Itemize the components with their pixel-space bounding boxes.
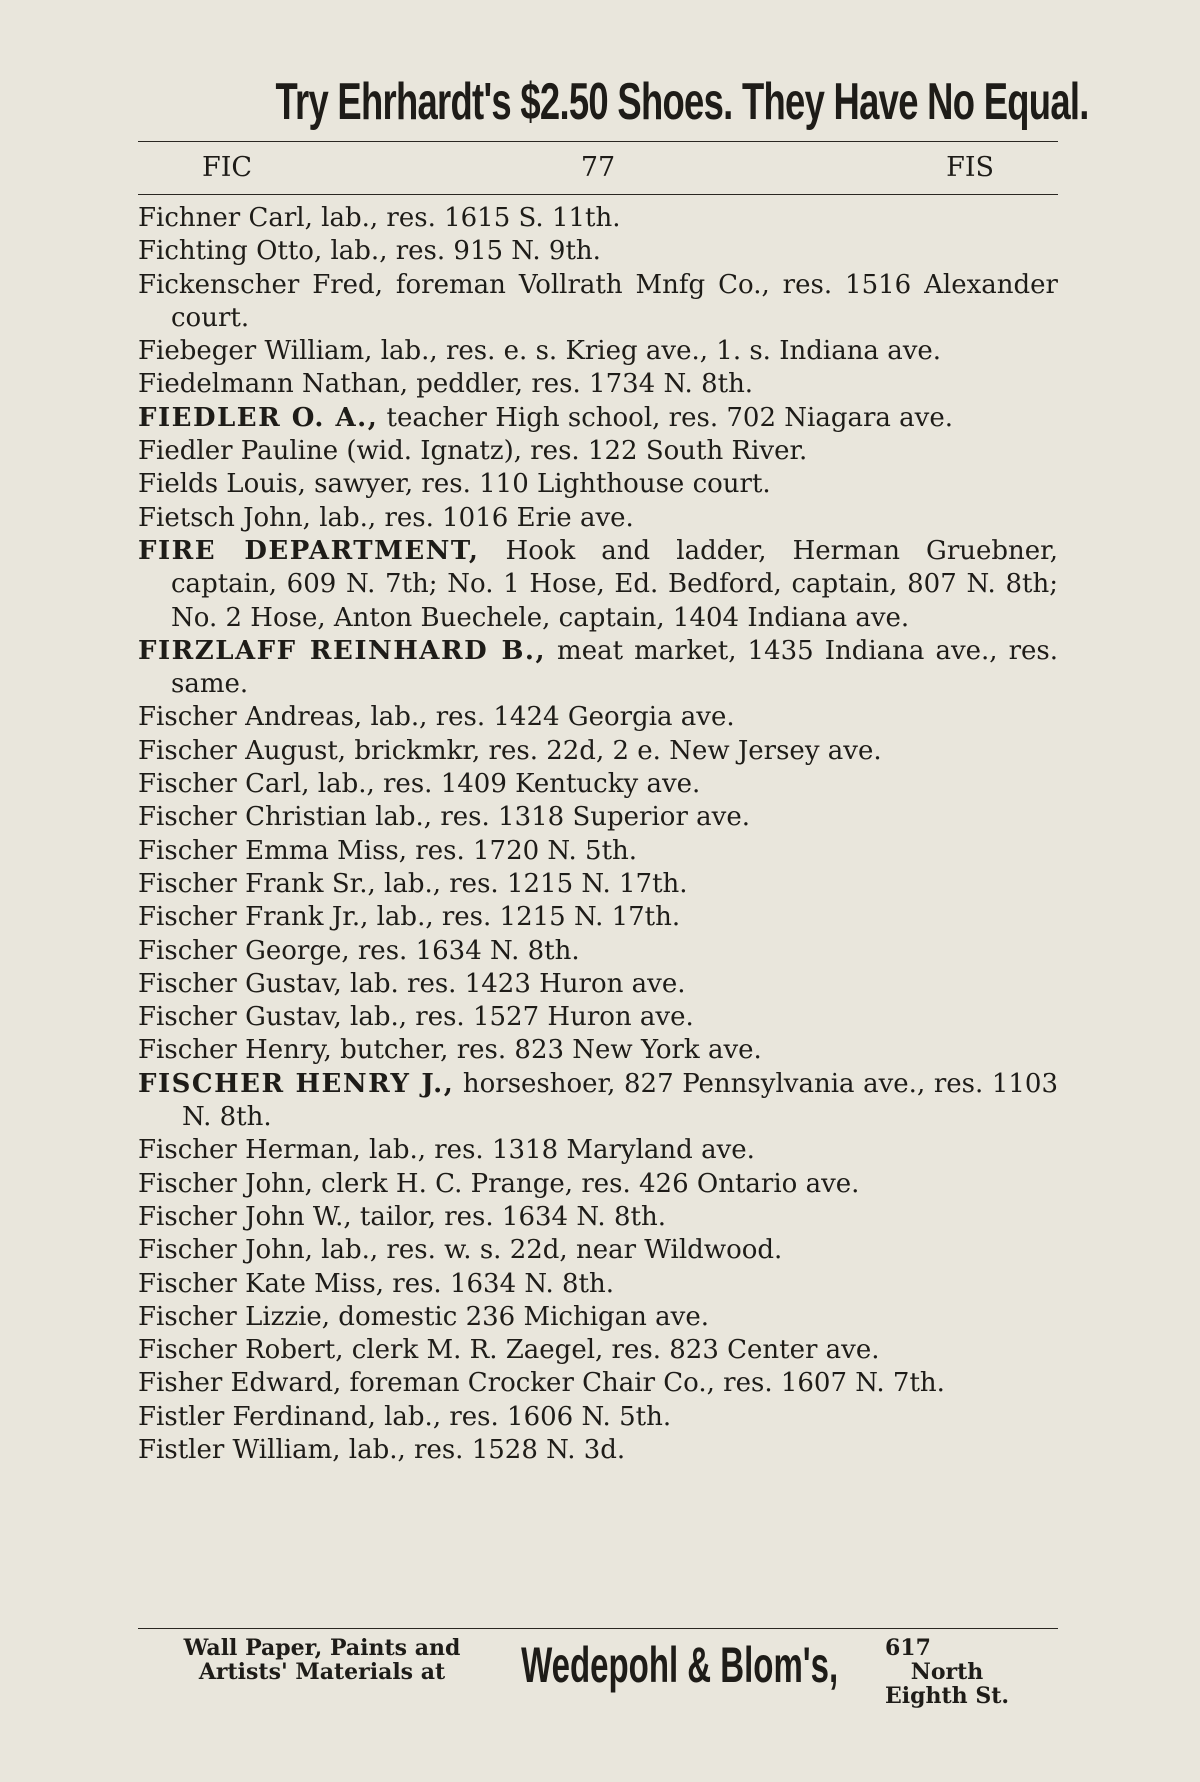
entry-text: Fisher Edward, foreman Crocker Chair Co., res. 1607 N. 7th. xyxy=(138,1368,945,1399)
entry-text: horseshoer, 827 Pennsylvania ave., res. 1103 N. 8th. xyxy=(182,1068,1059,1133)
directory-entry xyxy=(138,1034,1058,1067)
directory-entry xyxy=(138,1068,1058,1135)
entry-text: Fichner Carl, lab., res. 1615 S. 11th. xyxy=(138,203,621,233)
entry-text: Fischer Frank Sr., lab., res. 1215 N. 17th. xyxy=(138,868,688,899)
directory-entry xyxy=(138,1134,1058,1167)
entry-text: Fischer Robert, clerk M. R. Zaegel, res. 823 Center ave. xyxy=(138,1335,880,1366)
entry-text: Fischer Gustav, lab. res. 1423 Huron ave. xyxy=(138,968,686,999)
directory-entry xyxy=(138,801,1058,834)
entry-text: Fischer Herman, lab., res. 1318 Maryland ave. xyxy=(138,1135,755,1166)
entry-text: Fischer Christian lab., res. 1318 Superior ave. xyxy=(138,802,750,833)
directory-entry xyxy=(138,935,1058,968)
directory-entry xyxy=(138,701,1058,734)
directory-entry xyxy=(138,402,1058,435)
left-guide-word: FIC xyxy=(202,152,253,183)
directory-entry xyxy=(138,535,1058,635)
directory-entry xyxy=(138,435,1058,468)
entry-text: Fischer John W., tailor, res. 1634 N. 8th. xyxy=(138,1201,666,1232)
directory-entry xyxy=(138,968,1058,1001)
directory-entry xyxy=(138,1401,1058,1434)
directory-entry xyxy=(138,202,1058,235)
running-head xyxy=(138,148,1058,188)
directory-entry xyxy=(138,835,1058,868)
entry-text: Fischer Henry, butcher, res. 823 New York ave. xyxy=(138,1035,762,1066)
bottom-advertisement xyxy=(130,1635,1060,1709)
directory-entry xyxy=(138,868,1058,901)
entry-text: Fischer August, brickmkr, res. 22d, 2 e. New Jersey ave. xyxy=(138,735,882,766)
header-rule-top xyxy=(138,141,1058,142)
entry-bold-name: FIEDLER O. A., xyxy=(138,402,379,433)
top-advertisement: Try Ehrhardt's $2.50 Shoes. They Have No Equal. xyxy=(275,73,1089,131)
entry-bold-name: FIRZLAFF REINHARD B., xyxy=(138,635,547,666)
footer-address-words xyxy=(885,1660,1009,1708)
entry-text: Fischer John, lab., res. w. s. 22d, near Wildwood. xyxy=(138,1235,783,1266)
directory-entry xyxy=(138,768,1058,801)
page-number: 77 xyxy=(580,152,616,183)
directory-entry xyxy=(138,1268,1058,1301)
header-rule-bottom xyxy=(138,194,1058,195)
entry-text: Fietsch John, lab., res. 1016 Erie ave. xyxy=(138,502,634,533)
entry-text: Fiedelmann Nathan, peddler, res. 1734 N. 8th. xyxy=(138,369,754,400)
entry-text: meat market, 1435 Indiana ave., res. same. xyxy=(171,635,1059,700)
directory-entry xyxy=(138,635,1058,702)
directory-entry xyxy=(138,502,1058,535)
directory-entry xyxy=(138,1201,1058,1234)
directory-entry xyxy=(138,1301,1058,1334)
entry-text: Fields Louis, sawyer, res. 110 Lighthouse court. xyxy=(138,469,771,500)
footer-left-line-1: Wall Paper, Paints and xyxy=(183,1635,461,1661)
entry-text: Fischer George, res. 1634 N. 8th. xyxy=(138,935,580,966)
directory-entry xyxy=(138,335,1058,368)
directory-entry xyxy=(138,1001,1058,1034)
directory-entry xyxy=(138,1168,1058,1201)
entry-text: Hook and ladder, Herman Gruebner, captain, 609 N. 7th; No. 1 Hose, Ed. Bedford, captain, 807 N. 8th; No. 2 Hose, Anton Buechele, captain, 1404 Indiana ave. xyxy=(171,535,1058,633)
footer-brand-name: Wedepohl & Blom's, xyxy=(521,1637,839,1693)
directory-entry xyxy=(138,235,1058,268)
directory-entries xyxy=(138,202,1058,1467)
directory-entry xyxy=(138,1367,1058,1400)
entry-text: Fischer Kate Miss, res. 1634 N. 8th. xyxy=(138,1268,614,1299)
footer-left-line-2: Artists' Materials at xyxy=(198,1659,446,1685)
entry-text: Fischer Emma Miss, res. 1720 N. 5th. xyxy=(138,835,638,866)
entry-text: Fistler William, lab., res. 1528 N. 3d. xyxy=(138,1434,626,1465)
entry-text: Fischer Lizzie, domestic 236 Michigan ave. xyxy=(138,1301,710,1332)
directory-entry xyxy=(138,1434,1058,1467)
footer-address-line-2: Eighth St. xyxy=(885,1683,1010,1709)
entry-text: Fischer Gustav, lab., res. 1527 Huron ave. xyxy=(138,1002,694,1033)
directory-entry xyxy=(138,901,1058,934)
entry-text: Fischer Carl, lab., res. 1409 Kentucky ave. xyxy=(138,769,701,800)
entry-text: Fichting Otto, lab., res. 915 N. 9th. xyxy=(138,236,601,267)
entry-text: Fischer Frank Jr., lab., res. 1215 N. 17th. xyxy=(138,902,681,933)
directory-entry xyxy=(138,1234,1058,1267)
entry-bold-name: FIRE DEPARTMENT, xyxy=(138,535,480,566)
entry-bold-name: FISCHER HENRY J., xyxy=(138,1068,455,1099)
right-guide-word: FIS xyxy=(946,152,994,183)
footer-address-line-1: North xyxy=(910,1659,984,1685)
entry-text: Fischer John, clerk H. C. Prange, res. 426 Ontario ave. xyxy=(138,1168,860,1199)
directory-entry xyxy=(138,269,1058,336)
directory-entry xyxy=(138,468,1058,501)
directory-entry xyxy=(138,735,1058,768)
entry-text: Fiebeger William, lab., res. e. s. Krieg ave., 1. s. Indiana ave. xyxy=(138,336,942,367)
entry-text: Fickenscher Fred, foreman Vollrath Mnfg Co., res. 1516 Alexander court. xyxy=(138,269,1058,333)
entry-text: Fistler Ferdinand, lab., res. 1606 N. 5th. xyxy=(138,1401,672,1432)
footer-left-text xyxy=(130,1636,514,1684)
entry-text: Fischer Andreas, lab., res. 1424 Georgia ave. xyxy=(138,702,735,733)
directory-entry xyxy=(138,368,1058,401)
entry-text: Fiedler Pauline (wid. Ignatz), res. 122 South River. xyxy=(138,436,808,467)
entry-text: teacher High school, res. 702 Niagara ave. xyxy=(378,402,954,433)
footer-rule xyxy=(138,1628,1058,1629)
footer-address-number: 617 xyxy=(885,1635,931,1661)
directory-entry xyxy=(138,1334,1058,1367)
footer-address xyxy=(885,1636,1060,1708)
